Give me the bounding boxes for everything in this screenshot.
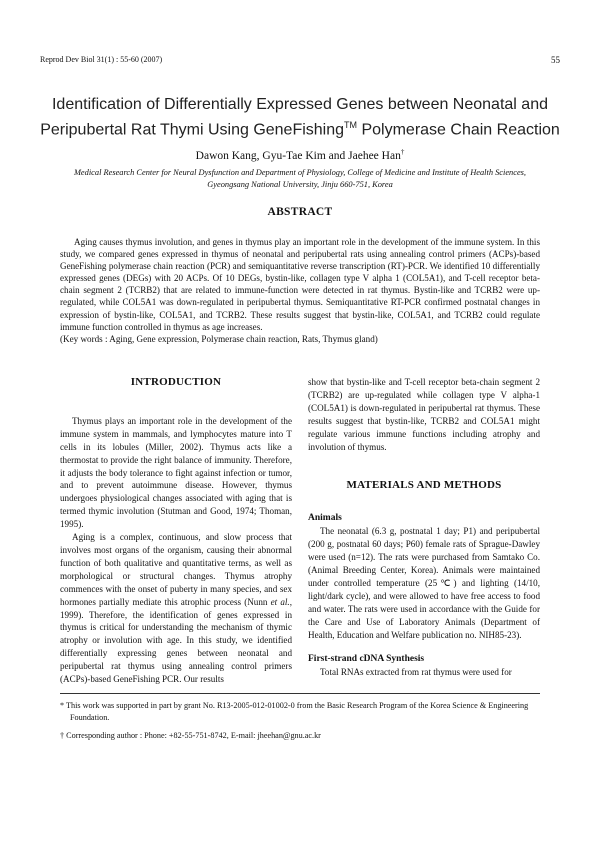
introduction-heading: INTRODUCTION — [130, 376, 222, 388]
cdna-heading: First-strand cDNA Synthesis — [308, 654, 425, 665]
intro-paragraph-2-end: , 1999). Therefore, the identification of genes expressed in thymus is critical for understanding the mechanism of thymic atrophy or involution with age. In this study, we identified differentially expressing genes between neonatal and peripubertal rat thymus using annealing control primers (ACPs)-based GeneFishing PCR. Our results — [60, 596, 292, 685]
footnote-divider — [60, 693, 540, 694]
keywords: (Key words : Aging, Gene expression, Polymerase chain reaction, Rats, Thymus gland) — [60, 333, 378, 344]
page-number: 55 — [551, 55, 560, 65]
title-line-1: Identification of Differentially Expressed Genes between Neonatal and — [51, 96, 548, 113]
journal-citation: Reprod Dev Biol 31(1) : 55-60 (2007) — [40, 55, 163, 64]
trademark-superscript: TM — [344, 120, 358, 130]
animals-heading: Animals — [308, 513, 342, 524]
abstract-text: Aging causes thymus involution, and genes in thymus play an important role in the development of the immune system. In this study, we compared genes expressed in thymus of neonatal and peripubertal rats using annealing control primers (ACPs)-based GeneFishing polymerase chain reaction (PCR) and semiquantitative reverse transcription (RT)-PCR. We identified 10 differentially expressed genes (DEGs) with 20 ACPs. Of 10 DEGs, bystin-like, collagen type V alpha 1 (COL5A1), and T-cell receptor beta-chain segment 2 (TCRB2) that are related to immune-function were detected in rat thymus. Bystin-like and TCRB2 were up-regulated, while COL5A1 was down-regulated in peripubertal thymus. Semiquantitative RT-PCR confirmed postnatal changes in expression of bystin-like, COL5A1, and TCRB2. These results suggest that bystin-like, COL5A1, and TCRB2 could regulate immune function controlled in thymus as age increases. — [60, 237, 540, 332]
abstract-heading: ABSTRACT — [267, 206, 333, 218]
title-line-2-start: Peripubertal Rat Thymi Using GeneFishing — [40, 121, 345, 139]
author-names: Dawon Kang, Gyu-Tae Kim and Jaehee Han — [195, 149, 401, 162]
intro-paragraph-2-start: Aging is a complex, continuous, and slow process that involves most organs of the organism, causing their abnormal function of both qualitative and quantitative terms, as well as morphological or structural changes. Thymus atrophy commences with the onset of puberty in many species, and sex hormones partially mediate this atrophic process (Nunn — [60, 532, 292, 607]
footnotes — [60, 700, 540, 742]
et-al: et al. — [270, 596, 290, 607]
animals-paragraph: The neonatal (6.3 g, postnatal 1 day; P1) and peripubertal (200 g, postnatal 60 days; P60) female rats of Sprague-Dawley were used (n=12). The rats were purchased from Samtako Co. (Animal Breeding Center, Korea). Animals were maintained under controlled temperature (25℃) and lighting (14/10, light/dark cycle), and were allowed to have free access to food and water. The rats were used in accordance with the Guide for the Care and Use of Laboratory Animals (Department of Health, Education and Welfare publication no. NIH85-23). — [308, 526, 540, 640]
affiliation — [52, 167, 548, 191]
title-line-2-end: Polymerase Chain Reaction — [357, 121, 560, 139]
right-column — [308, 376, 540, 679]
methods-heading: MATERIALS AND METHODS — [346, 479, 502, 492]
affiliation-line-2: Gyeongsang National University, Jinju 660-751, Korea — [207, 180, 393, 189]
author-list — [40, 148, 560, 162]
intro-paragraph-2 — [60, 531, 292, 686]
intro-continued: show that bystin-like and T-cell receptor beta-chain segment 2 (TCRB2) are up-regulated while collagen type V alpha-1 (COL5A1) is down-regulated in peripubertal rat thymus. These results suggest that bystin-like, TCRB2 and COL5A1 might regulate various immune functions including atrophy and involution of thymus. — [308, 377, 540, 452]
funding-footnote: * This work was supported in part by grant No. R13-2005-012-01002-0 from the Basic Research Program of the Korea Science & Engineering Foundation. — [60, 701, 529, 722]
title-line-2 — [40, 115, 560, 140]
affiliation-line-1: Medical Research Center for Neural Dysfunction and Department of Physiology, College of Medicine and Institute of Health Sciences, — [73, 168, 527, 177]
abstract-block — [60, 236, 540, 345]
intro-paragraph-1: Thymus plays an important role in the development of the immune system in mammals, and lymphocytes mature into T cells in its lobules (Miller, 2002). Thymus acts like a thermostat to provide the right balance of immunity. Therefore, it adjusts the body tolerance to fight against infection or tumor, and to prevent autoimmune disease. However, thymus undergoes physiological changes associated with aging that is termed thymic involution (Stutman and Good, 1974; Thoman, 1995). — [60, 415, 292, 530]
corresponding-author-footnote: † Corresponding author : Phone: +82-55-751-8742, E-mail: jheehan@gnu.ac.kr — [60, 731, 321, 740]
running-header — [40, 55, 560, 67]
corresponding-dagger: † — [400, 148, 405, 156]
paper-title — [40, 94, 560, 140]
cdna-paragraph: Total RNAs extracted from rat thymus were used for — [320, 667, 512, 678]
left-column — [60, 376, 292, 686]
